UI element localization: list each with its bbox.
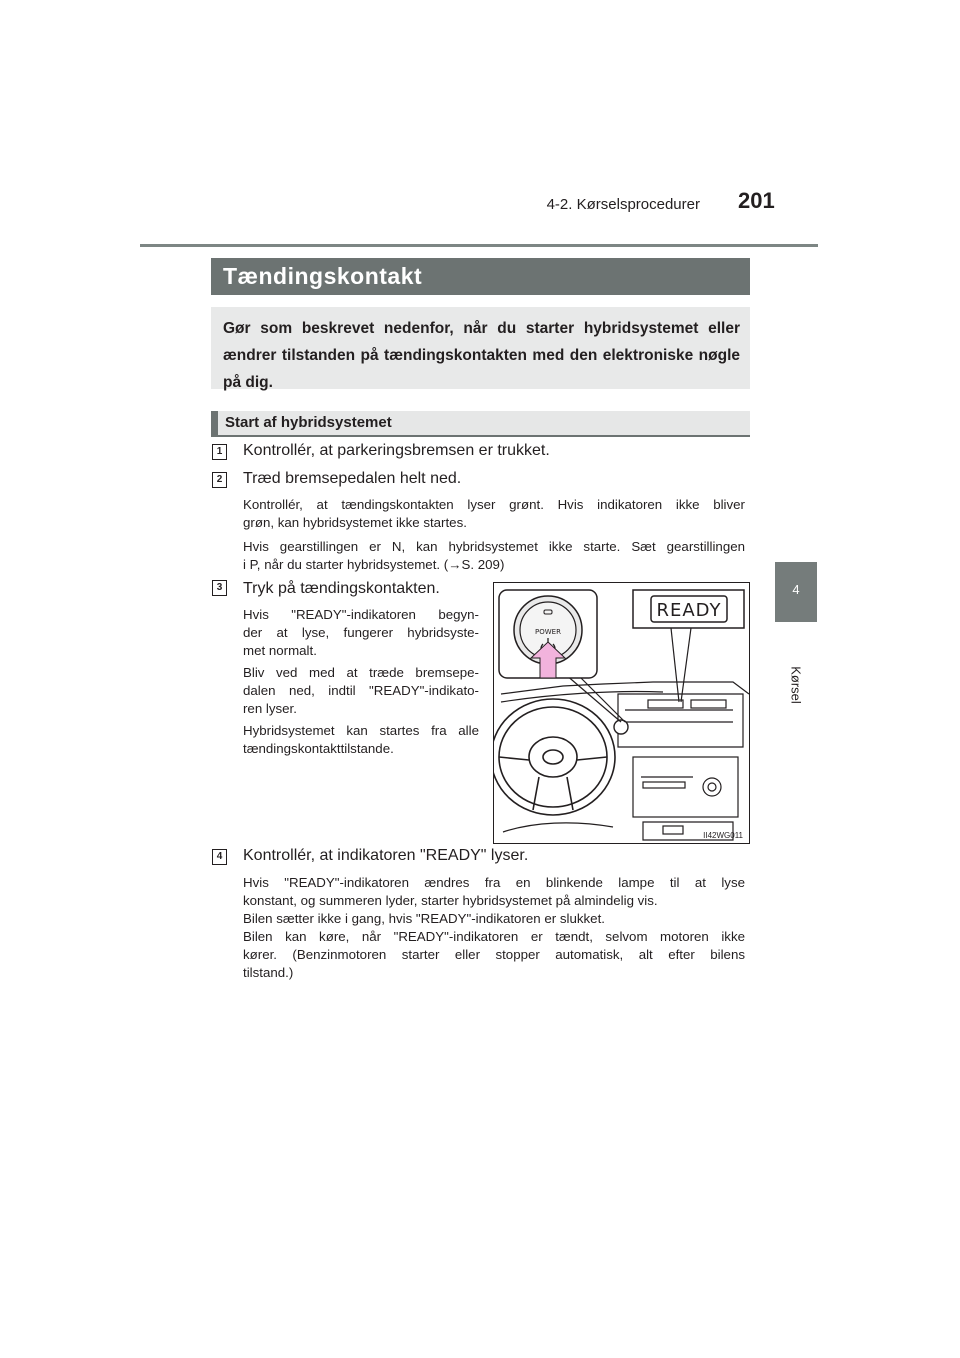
step-number-2: 2: [212, 472, 227, 488]
step4-note-line-3: Bilen sætter ikke i gang, hvis "READY"-indikatoren er slukket.: [243, 911, 605, 926]
step-text-3: Tryk på tændingskontakten.: [243, 580, 440, 597]
step4-note-line-4: Bilen kan køre, når "READY"-indikatoren er tændt, selvom motoren ikke: [243, 929, 745, 944]
step2-note-1-line-1: Kontrollér, at tændingskontakten lyser grønt. Hvis indikatoren ikke bliver: [243, 497, 745, 512]
step3-note-a-3: met normalt.: [243, 643, 317, 658]
step2-note-2-line-2: [243, 556, 504, 574]
step3-note-b-3: ren lyser.: [243, 701, 297, 716]
ready-label: READY: [656, 600, 722, 621]
illustration-code: II42WG011: [703, 831, 743, 840]
intro-box: Gør som beskrevet nedenfor, når du starter hybridsystemet eller ændrer tilstanden på tændingskontakten med den elektroniske nøgle på dig.: [211, 307, 750, 389]
step2-note-1-line-2: grøn, kan hybridsystemet ikke startes.: [243, 515, 467, 530]
step-text-2: Træd bremsepedalen helt ned.: [243, 470, 462, 487]
chapter-label: [776, 660, 816, 710]
step3-note-c-2: tændingskontakttilstande.: [243, 741, 394, 756]
header-rule: [140, 244, 818, 247]
page-number: 201: [738, 188, 775, 213]
subsection-title: Start af hybridsystemet: [225, 414, 392, 431]
power-label: POWER: [535, 628, 561, 636]
chapter-tab: 4: [775, 562, 817, 622]
step-text-4: Kontrollér, at indikatoren "READY" lyser.: [243, 847, 529, 864]
step3-note-c-1: Hybridsystemet kan startes fra alle: [243, 723, 479, 738]
step-text-1: Kontrollér, at parkeringsbremsen er trukket.: [243, 442, 550, 459]
subsection-accent: [211, 411, 218, 437]
step4-note-line-5: kører. (Benzinmotoren starter eller stopper automatisk, alt efter bilens: [243, 947, 745, 962]
dashboard-illustration: [493, 582, 750, 844]
step4-note-line-6: tilstand.): [243, 965, 294, 980]
step3-note-b-2: dalen ned, indtil "READY"-indikato-: [243, 683, 479, 698]
page-ref-arrow: →: [448, 557, 462, 572]
section-title: 4-2. Kørselsprocedurer: [546, 196, 700, 213]
page-title: Tændingskontakt: [211, 258, 750, 295]
step4-note-line-1: Hvis "READY"-indikatoren ændres fra en blinkende lampe til at lyse: [243, 875, 745, 890]
step3-note-a-1: Hvis "READY"-indikatoren begyn-: [243, 607, 479, 622]
step-number-4: 4: [212, 849, 227, 865]
subsection-header: [211, 411, 750, 437]
step4-note-line-2: konstant, og summeren lyder, starter hybridsystemet på almindelig vis.: [243, 893, 658, 908]
step3-note-a-2: der at lyse, fungerer hybridsyste-: [243, 625, 479, 640]
power-button-small-icon: [614, 720, 628, 734]
step2-note-2-text: i P, når du starter hybridsystemet. (: [243, 557, 449, 572]
step2-note-2-line-1: Hvis gearstillingen er N, kan hybridsystemet ikke starte. Sæt gearstillingen: [243, 539, 745, 554]
step-number-3: 3: [212, 580, 227, 596]
page-reference: S. 209): [461, 557, 505, 572]
chapter-label-text: Kørsel: [788, 666, 804, 704]
step-number-1: 1: [212, 444, 227, 460]
step3-note-b-1: Bliv ved med at træde bremsepe-: [243, 665, 479, 680]
